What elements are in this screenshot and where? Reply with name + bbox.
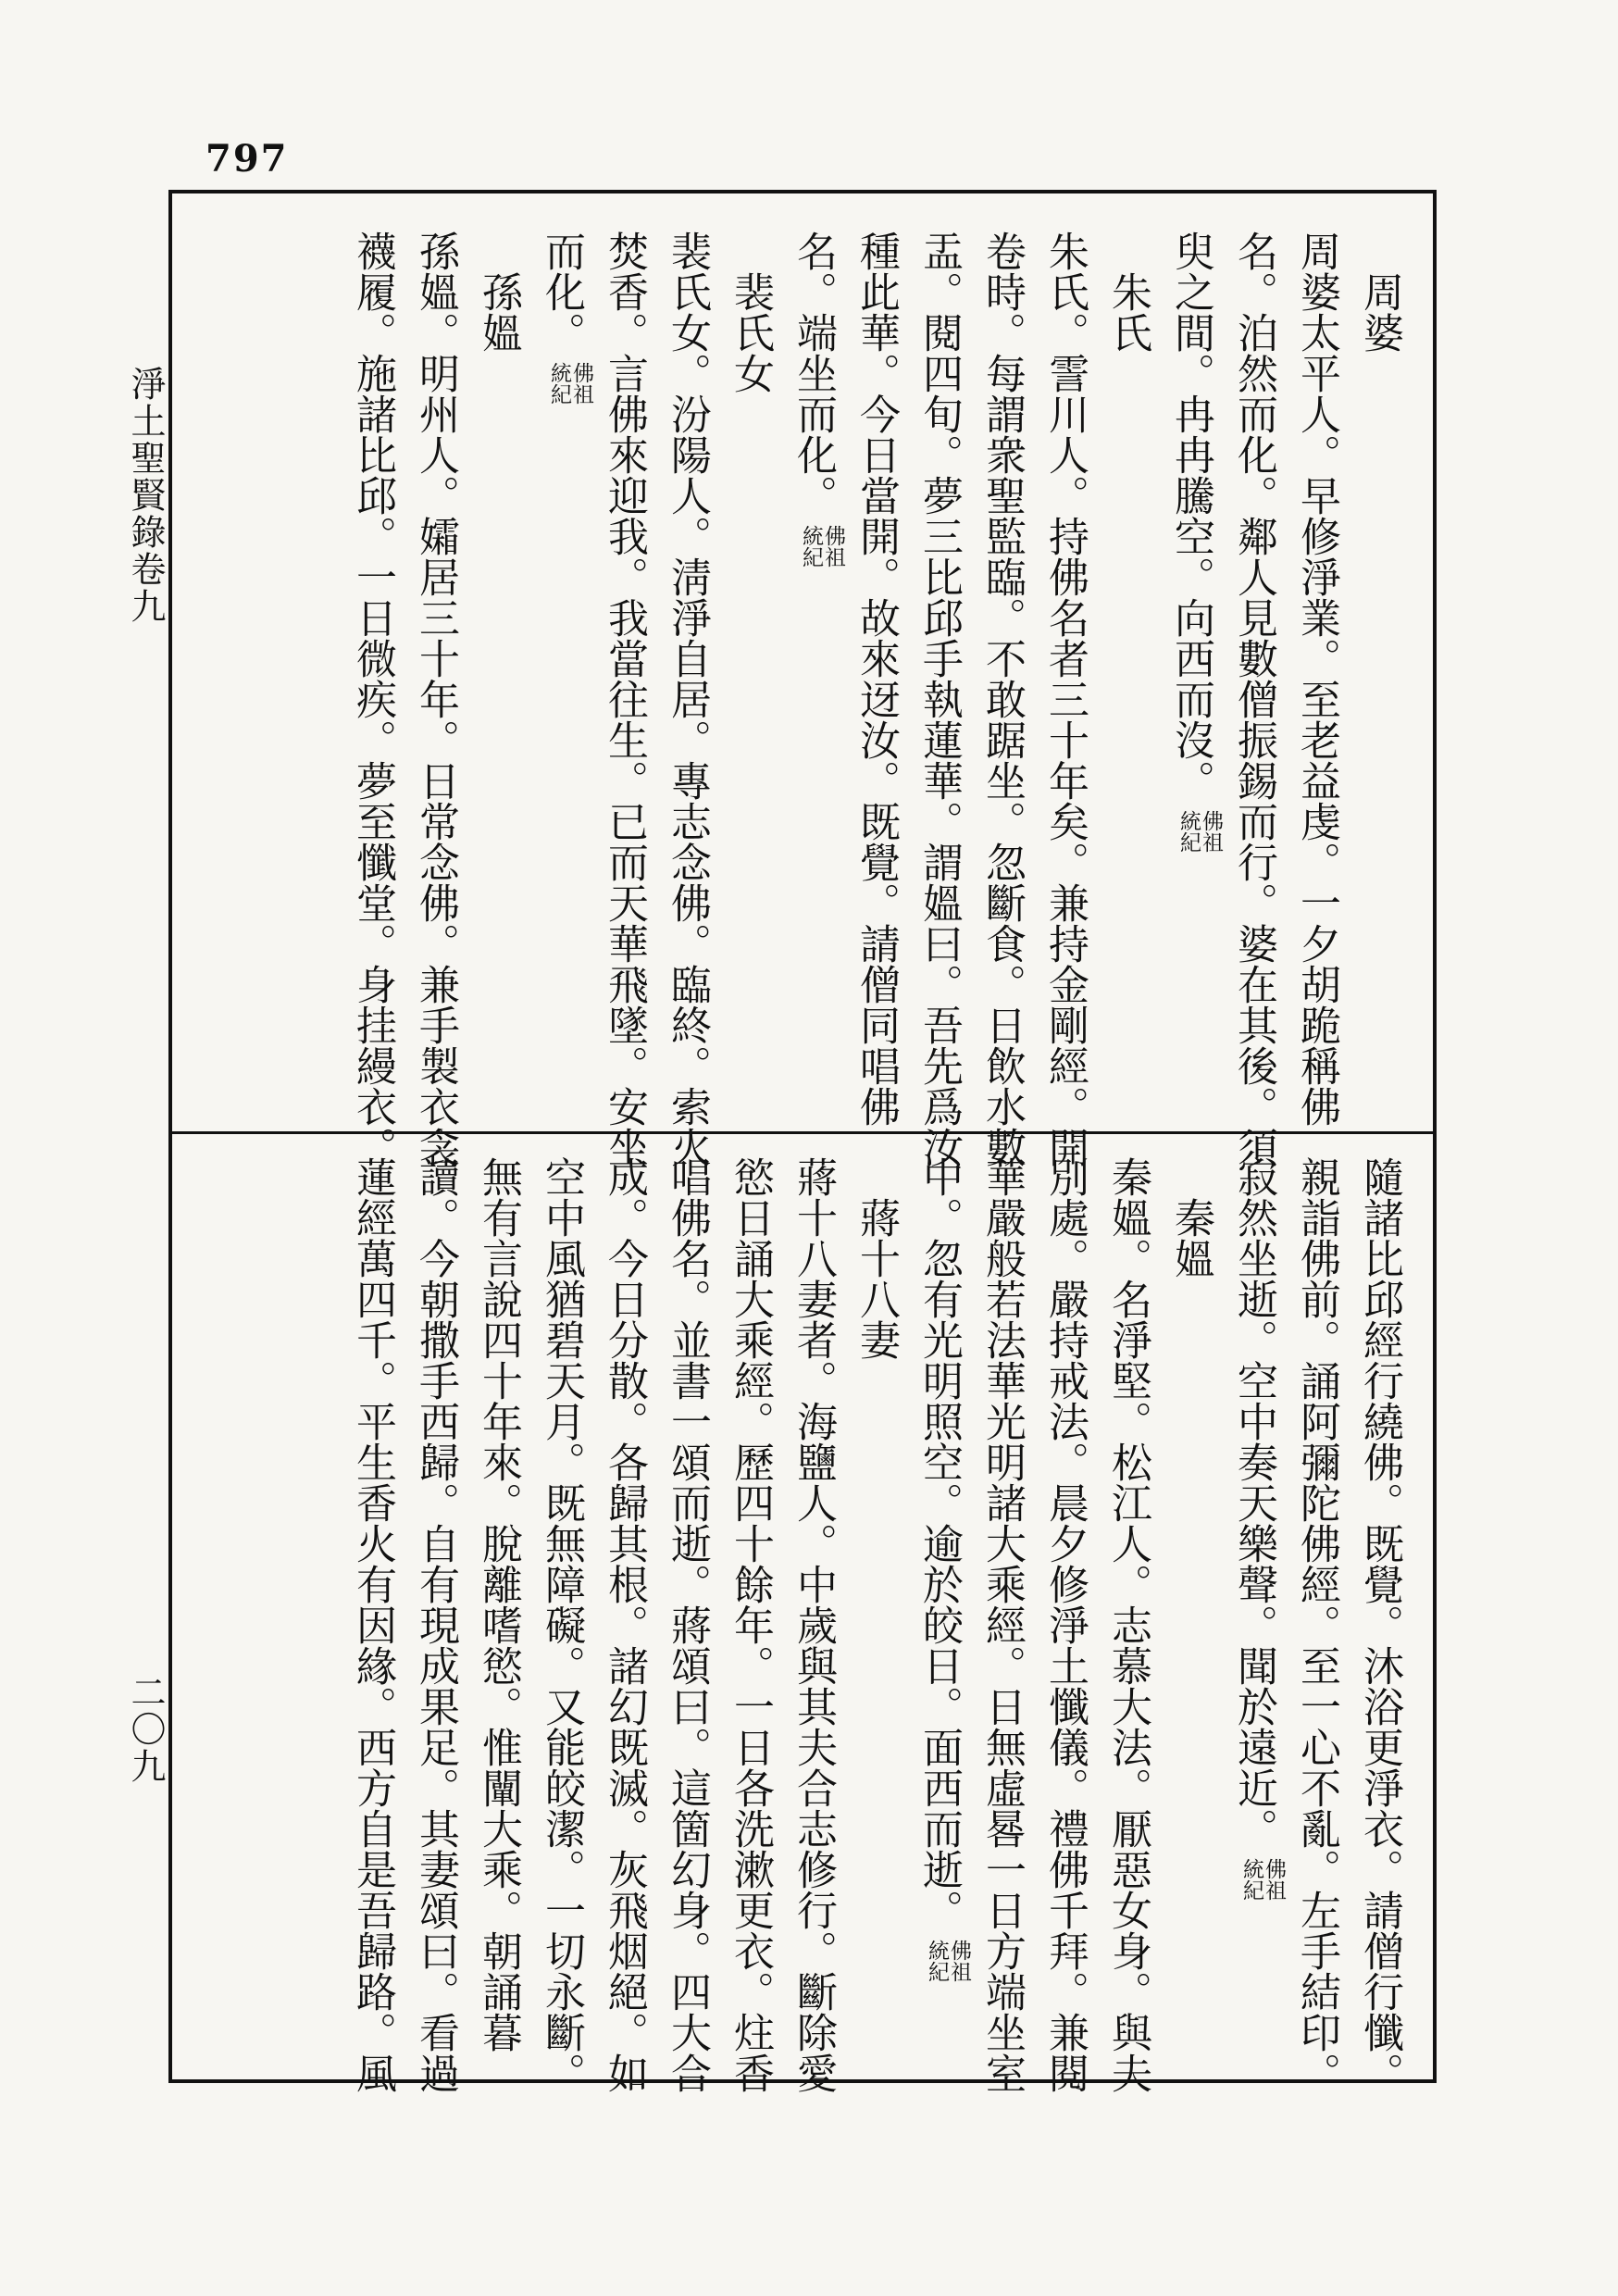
text-frame bbox=[168, 190, 1437, 2093]
column-text: 臾之間。冉冉騰空。向西而沒。 bbox=[1167, 231, 1214, 801]
page-number: 797 bbox=[205, 137, 289, 181]
heading-text: 孫媼 bbox=[475, 271, 522, 353]
source-note bbox=[548, 362, 592, 405]
column-text: 卷時。每謂衆聖監臨。不敢踞坐。忽斷食。日飲水數 bbox=[978, 231, 1026, 1167]
text-column bbox=[341, 1156, 404, 2093]
source-note-line: 佛祖 bbox=[947, 1940, 971, 1982]
column-text: 親詣佛前。誦阿彌陀佛經。至一心不亂。左手結印。 bbox=[1293, 1156, 1340, 2093]
text-column bbox=[1033, 231, 1096, 1167]
text-column bbox=[781, 1156, 844, 2093]
source-note-line: 統紀 bbox=[799, 525, 823, 568]
text-column bbox=[781, 231, 844, 1110]
heading-text: 秦媼 bbox=[1167, 1197, 1214, 1279]
column-text: 襪履。施諸比邱。一日微疾。夢至懺堂。身挂縵衣。 bbox=[349, 231, 396, 1167]
text-column bbox=[592, 1156, 655, 2093]
biography-heading bbox=[1096, 231, 1159, 1110]
source-note bbox=[1240, 1858, 1285, 1901]
column-text: 讀。今朝撒手西歸。自有現成果足。其妻頌曰。看過 bbox=[412, 1156, 459, 2093]
text-column bbox=[1285, 1156, 1348, 2093]
text-column bbox=[655, 1156, 718, 2093]
text-column bbox=[1348, 1156, 1411, 2093]
column-text: 寂然坐逝。空中奏天樂聲。聞於遠近。 bbox=[1230, 1156, 1277, 1849]
text-column bbox=[592, 231, 655, 1167]
heading-text: 周婆 bbox=[1356, 271, 1403, 353]
text-column bbox=[907, 1156, 970, 2064]
column-text: 孫媼。明州人。孀居三十年。日常念佛。兼手製衣衾 bbox=[412, 231, 459, 1167]
text-column bbox=[970, 1156, 1033, 2093]
column-text: 蔣十八妻者。海鹽人。中歲與其夫合志修行。斷除愛 bbox=[790, 1156, 837, 2093]
source-note-line: 佛祖 bbox=[569, 362, 593, 405]
source-note-line: 統紀 bbox=[1239, 1858, 1263, 1901]
source-note-line: 佛祖 bbox=[1199, 810, 1223, 853]
source-note-line: 佛祖 bbox=[821, 525, 845, 568]
folio-number: 二〇九 bbox=[125, 1674, 166, 1785]
column-text: 焚香。言佛來迎我。我當往生。已而天華飛墜。安坐 bbox=[601, 231, 648, 1167]
register-divider bbox=[172, 1131, 1433, 1134]
text-column bbox=[1096, 1156, 1159, 2093]
source-note bbox=[800, 525, 844, 568]
heading-text: 蔣十八妻 bbox=[853, 1197, 900, 1360]
column-text: 裴氏女。汾陽人。淸淨自居。專志念佛。臨終。索火 bbox=[664, 231, 711, 1167]
text-column bbox=[1222, 1156, 1285, 2064]
text-column bbox=[970, 231, 1033, 1167]
text-column bbox=[1222, 231, 1285, 1167]
column-text: 蓮經萬四千。平生香火有因緣。西方自是吾歸路。風 bbox=[349, 1156, 396, 2093]
source-note bbox=[926, 1940, 970, 1982]
column-text: 無有言說四十年來。脫離嗜慾。惟闡大乘。朝誦暮 bbox=[475, 1156, 522, 2053]
text-column bbox=[1033, 1156, 1096, 2093]
text-column bbox=[467, 1156, 529, 2064]
heading-text: 朱氏 bbox=[1104, 271, 1151, 353]
column-text: 盂。閱四旬。夢三比邱手執蓮華。謂媼曰。吾先爲汝 bbox=[915, 231, 963, 1167]
biography-heading bbox=[1159, 1156, 1222, 2064]
source-note-line: 統紀 bbox=[547, 362, 571, 405]
text-column bbox=[404, 1156, 467, 2093]
text-column bbox=[404, 231, 467, 1167]
source-note-line: 佛祖 bbox=[1262, 1858, 1286, 1901]
text-column bbox=[529, 1156, 592, 2093]
column-text: 名。泊然而化。鄰人見數僧振錫而行。婆在其後。須 bbox=[1230, 231, 1277, 1167]
column-text: 隨諸比邱經行繞佛。既覺。沐浴更淨衣。請僧行懺。 bbox=[1356, 1156, 1403, 2093]
source-note-line: 統紀 bbox=[1176, 810, 1201, 853]
text-column bbox=[529, 231, 592, 1110]
biography-heading bbox=[467, 231, 529, 1110]
column-text: 成。今日分散。各歸其根。諸幻既滅。灰飛烟絕。如 bbox=[601, 1156, 648, 2093]
column-text: 中。忽有光明照空。逾於皎日。面西而逝。 bbox=[915, 1156, 963, 1930]
column-text: 秦媼。名淨堅。松江人。志慕大法。厭惡女身。與夫 bbox=[1104, 1156, 1151, 2093]
column-text: 種此華。今日當開。故來迓汝。既覺。請僧同唱佛 bbox=[853, 231, 900, 1127]
source-note bbox=[1177, 810, 1222, 853]
biography-heading bbox=[718, 231, 781, 1110]
column-text: 別處。嚴持戒法。晨夕修淨土懺儀。禮佛千拜。兼閱 bbox=[1041, 1156, 1089, 2093]
column-text: 華嚴般若法華光明諸大乘經。日無虛晷一日方端坐室 bbox=[978, 1156, 1026, 2093]
text-column bbox=[1285, 231, 1348, 1127]
heading-text: 裴氏女 bbox=[727, 271, 774, 393]
text-column bbox=[718, 1156, 781, 2093]
text-column bbox=[907, 231, 970, 1167]
column-text: 而化。 bbox=[538, 231, 585, 353]
source-note-line: 統紀 bbox=[925, 1940, 949, 1982]
biography-heading bbox=[844, 1156, 907, 2064]
lower-register bbox=[341, 1156, 1411, 2093]
column-text: 慾日誦大乘經。歷四十餘年。一日各洗漱更衣。炷香 bbox=[727, 1156, 774, 2093]
biography-heading bbox=[1348, 231, 1411, 1110]
column-text: 空中風猶碧天月。既無障礙。又能皎潔。一切永斷。 bbox=[538, 1156, 585, 2093]
running-title: 淨土聖賢錄卷九 bbox=[125, 366, 166, 625]
column-text: 名。端坐而化。 bbox=[790, 231, 837, 516]
column-text: 唱佛名。並書一頌而逝。蔣頌曰。這箇幻身。四大合 bbox=[664, 1156, 711, 2093]
upper-register bbox=[341, 231, 1411, 1167]
column-text: 周婆太平人。早修淨業。至老益虔。一夕胡跪稱佛 bbox=[1293, 231, 1340, 1127]
text-column bbox=[341, 231, 404, 1167]
text-column bbox=[655, 231, 718, 1167]
text-column bbox=[844, 231, 907, 1127]
column-text: 朱氏。霅川人。持佛名者三十年矣。兼持金剛經。開 bbox=[1041, 231, 1089, 1167]
text-column bbox=[1159, 231, 1222, 1110]
